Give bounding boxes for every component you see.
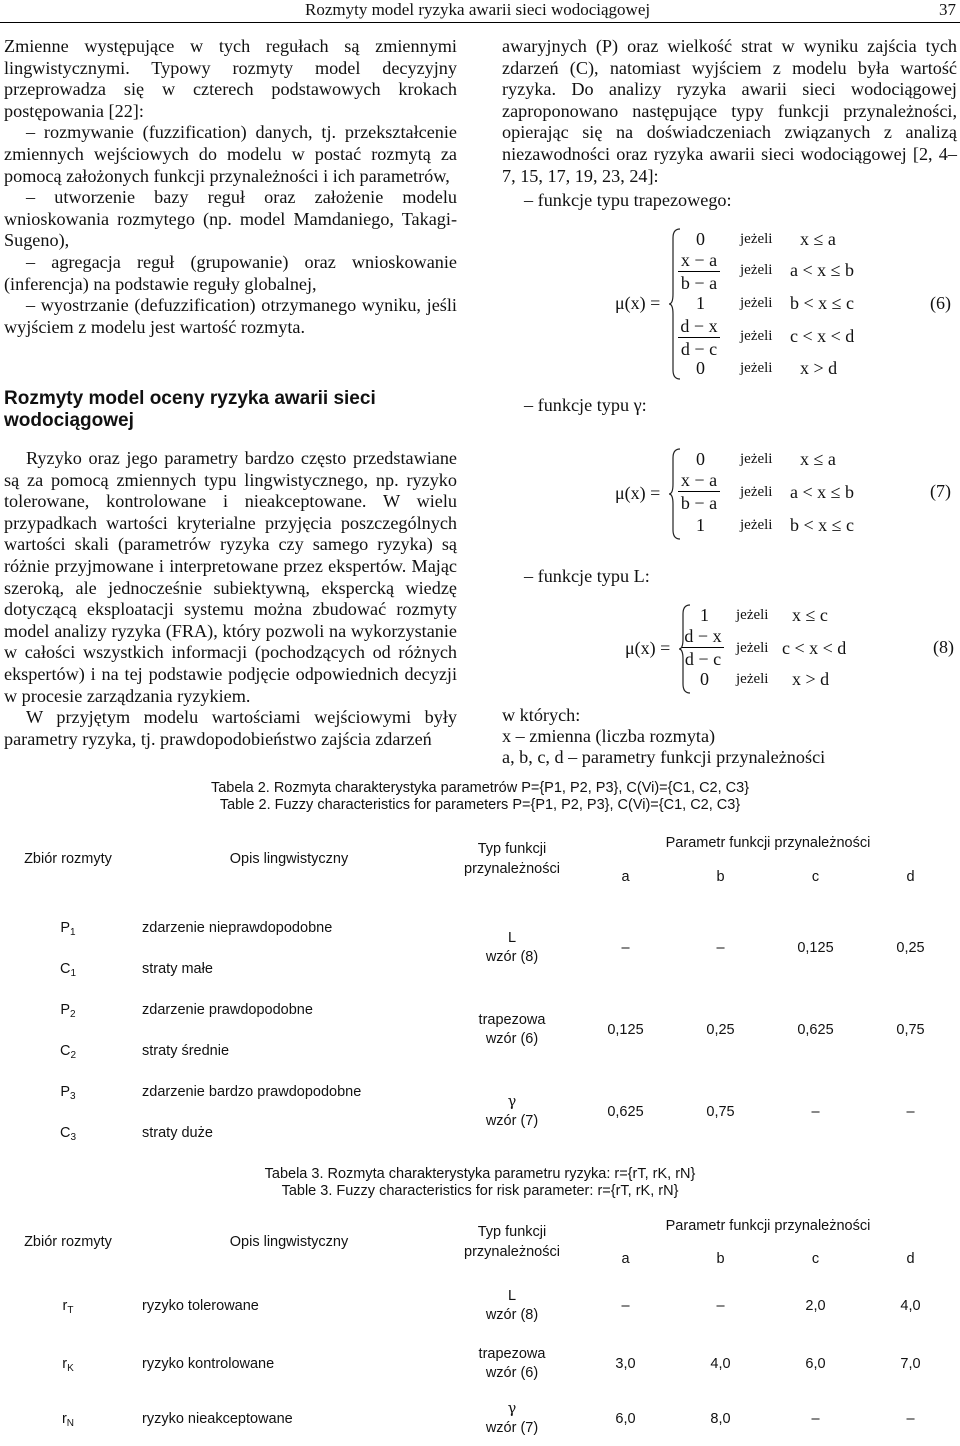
row-value: 1 <box>700 605 709 625</box>
page-number: 37 <box>939 0 956 19</box>
param-b: – <box>716 1297 725 1314</box>
header-set: Zbiór rozmyty <box>24 1233 112 1250</box>
table3-caption-en <box>0 1183 960 1200</box>
section-heading: Rozmyty model oceny ryzyka awarii sieci wodociągowej <box>4 388 376 431</box>
row-value: 1 <box>696 515 705 535</box>
type-name: trapezowa <box>478 1345 546 1362</box>
header-set: Zbiór rozmyty <box>24 850 112 867</box>
jezeli-label: jeżeli <box>740 295 773 311</box>
numerator: x − a <box>680 250 718 270</box>
table-row <box>4 907 958 989</box>
header-b: b <box>716 869 725 885</box>
denominator: b − a <box>680 273 718 293</box>
header-c: c <box>811 869 820 885</box>
header-param: Parametr funkcji przynależności <box>665 1217 871 1234</box>
set-label: $r_N$ <box>61 1410 75 1429</box>
equation-number: (8) <box>933 637 954 657</box>
fraction-bar <box>678 491 720 492</box>
jezeli-label: jeżeli <box>736 640 769 656</box>
fraction <box>678 316 720 359</box>
definition-params: a, b, c, d – parametry funkcji przynależności <box>502 747 826 767</box>
table-row <box>4 1071 958 1153</box>
param-c: 6,0 <box>805 1355 826 1372</box>
row-condition: c < x < d <box>782 638 847 658</box>
param-a: 6,0 <box>615 1410 636 1427</box>
mu-lhs: μ(x) = <box>615 483 661 503</box>
set-label: $r_K$ <box>62 1355 74 1374</box>
header-type: Typ funkcji przynależności <box>464 1223 560 1260</box>
row-condition: c < x < d <box>790 326 855 346</box>
param-d: – <box>906 1410 915 1427</box>
param-b: 4,0 <box>710 1355 731 1372</box>
type-name: trapezowa <box>478 1012 546 1028</box>
param-a: 0,125 <box>607 1022 644 1038</box>
set-label: $r_T$ <box>62 1297 74 1316</box>
paragraph: W przyjętym modelu wartościami wejściowymi były parametry ryzyka, tj. prawdopodobieństwo zajścia zdarzeń <box>4 707 457 749</box>
desc-text: zdarzenie bardzo prawdopodobne <box>142 1083 362 1100</box>
type-formula: wzór (7) <box>485 1113 539 1129</box>
caption-text: Table 2. Fuzzy characteristics for parameters P={P1, P2, P3}, C(Vi)={C1, C2, C3} <box>219 797 741 813</box>
right-column <box>502 36 957 187</box>
header-a: a <box>621 1251 630 1267</box>
left-column <box>4 36 457 338</box>
row-value: 0 <box>700 669 709 689</box>
paragraph: Zmienne występujące w tych regułach są zmiennymi lingwistycznymi. Typowy rozmyty model decyzyjny przeprowadza się w czterech podstawowych krokach postępowania [22]: <box>4 36 457 121</box>
paragraph: awaryjnych (P) oraz wielkość strat w wyniku zajścia tych zdarzeń (C), natomiast wyjściem z modelu była wartość ryzyka. Do analizy ryzyka awarii sieci wodociągowej zaproponowano następujące typy funkcji przynależności, opierając się na doświadczeniach związanych z analizą niezawodności oraz ryzyka awarii sieci wodociągowej [2, 4–7, 15, 17, 19, 23, 24]: <box>502 36 957 186</box>
equation-number: (6) <box>930 293 951 313</box>
param-c: 0,125 <box>797 940 834 956</box>
type-cell <box>446 907 578 989</box>
jezeli-label: jeżeli <box>740 262 773 278</box>
jezeli-label: jeżeli <box>736 671 769 687</box>
jezeli-label: jeżeli <box>740 328 773 344</box>
type-name: γ <box>507 1094 517 1110</box>
row-condition: b < x ≤ c <box>790 515 855 535</box>
type-cell <box>446 1336 578 1391</box>
type-formula: wzór (8) <box>485 949 539 965</box>
header-type: Typ funkcji przynależności <box>464 840 560 877</box>
table2-caption-en <box>0 797 960 814</box>
table-row <box>4 1336 958 1391</box>
definition-x: x – zmienna (liczba rozmyta) <box>502 726 716 746</box>
desc-text: zdarzenie prawdopodobne <box>142 1001 313 1018</box>
desc-text: straty duże <box>142 1124 213 1141</box>
param-c: – <box>811 1410 820 1427</box>
param-c: 0,625 <box>797 1022 834 1038</box>
header-rule <box>0 22 960 23</box>
param-c: 2,0 <box>805 1297 826 1314</box>
param-a: 0,625 <box>607 1104 644 1120</box>
set-label: $P_2$ <box>60 1001 76 1020</box>
row-condition: x ≤ a <box>800 449 836 469</box>
set-label: $C_1$ <box>59 960 77 979</box>
param-a: – <box>621 1297 630 1314</box>
set-label: $C_2$ <box>59 1042 77 1061</box>
table-row <box>4 1391 958 1446</box>
param-a: – <box>621 940 630 956</box>
list-item: – agregacja reguł (grupowanie) oraz wnioskowanie (inferencja) na podstawie reguły globalnej, <box>4 251 457 294</box>
caption-text: Tabela 2. Rozmyta charakterystyka parametrów P={P1, P2, P3}, C(Vi)={C1, C2, C3} <box>210 780 750 796</box>
type-cell <box>446 1391 578 1446</box>
header-desc: Opis lingwistyczny <box>229 850 349 867</box>
mu-lhs: μ(x) = <box>615 293 661 313</box>
set-label: $C_3$ <box>59 1124 77 1143</box>
set-label: $P_1$ <box>60 919 76 938</box>
left-column-2 <box>4 448 457 750</box>
label-trapezoid: – funkcje typu trapezowego: <box>524 190 732 210</box>
label-L: – funkcje typu L: <box>524 566 650 586</box>
param-b: 8,0 <box>710 1410 731 1427</box>
row-value: 1 <box>696 293 705 313</box>
table2-caption-pl <box>0 780 960 797</box>
header-desc: Opis lingwistyczny <box>229 1233 349 1250</box>
table2 <box>4 824 958 1153</box>
param-b: 0,75 <box>706 1104 735 1120</box>
param-d: 0,25 <box>896 940 925 956</box>
row-condition: x ≤ a <box>800 229 836 249</box>
row-condition: x > d <box>800 358 838 378</box>
running-title: Rozmyty model ryzyka awarii sieci wodociągowej <box>305 0 651 19</box>
jezeli-label: jeżeli <box>740 484 773 500</box>
fraction-bar <box>682 647 724 648</box>
denominator: d − c <box>680 339 718 359</box>
param-d: 4,0 <box>900 1297 921 1314</box>
param-d: – <box>906 1104 915 1120</box>
type-formula: wzór (8) <box>485 1306 539 1323</box>
caption-text: Table 3. Fuzzy characteristics for risk parameter: r={rT, rK, rN} <box>281 1183 679 1199</box>
table-row <box>4 1275 958 1336</box>
set-label: $P_3$ <box>60 1083 76 1102</box>
where-label: w których: <box>502 705 581 725</box>
fraction <box>678 250 720 293</box>
numerator: d − x <box>684 626 722 646</box>
param-b: – <box>716 940 725 956</box>
fraction <box>682 626 724 669</box>
row-condition: x ≤ c <box>792 605 828 625</box>
header-d: d <box>906 869 915 885</box>
type-formula: wzór (6) <box>485 1031 539 1047</box>
fraction-bar <box>678 337 720 338</box>
row-value: 0 <box>696 229 705 249</box>
jezeli-label: jeżeli <box>740 360 773 376</box>
page-header <box>0 0 960 22</box>
jezeli-label: jeżeli <box>740 451 773 467</box>
row-condition: a < x ≤ b <box>790 482 855 502</box>
header-param: Parametr funkcji przynależności <box>665 834 871 851</box>
type-cell <box>446 1071 578 1153</box>
type-name: L <box>507 1287 517 1304</box>
param-a: 3,0 <box>615 1355 636 1372</box>
list-item: – wyostrzanie (defuzzification) otrzymanego wyniku, jeśli wyjściem z modelu jest wartość rozmyta. <box>4 295 457 337</box>
desc-text: straty małe <box>142 960 213 977</box>
jezeli-label: jeżeli <box>740 517 773 533</box>
list-item: – rozmywanie (fuzzification) danych, tj. przekształcenie zmiennych wejściowych do modelu w postać rozmytą za pomocą założonych funkcji przynależności i ich parametrów, <box>4 122 457 186</box>
type-name: γ <box>507 1400 517 1417</box>
numerator: d − x <box>680 316 718 336</box>
header-c: c <box>811 1251 820 1267</box>
row-condition: b < x ≤ c <box>790 293 855 313</box>
desc-text: zdarzenie nieprawdopodobne <box>142 919 333 936</box>
equation-number: (7) <box>930 481 951 501</box>
desc-text: ryzyko nieakceptowane <box>142 1410 293 1427</box>
param-d: 0,75 <box>896 1022 925 1038</box>
header-b: b <box>716 1251 725 1267</box>
desc-text: ryzyko tolerowane <box>142 1297 259 1314</box>
param-b: 0,25 <box>706 1022 735 1038</box>
type-cell <box>446 989 578 1071</box>
row-value: 0 <box>696 449 705 469</box>
param-c: – <box>811 1104 820 1120</box>
numerator: x − a <box>680 470 718 490</box>
jezeli-label: jeżeli <box>736 607 769 623</box>
desc-text: ryzyko kontrolowane <box>142 1355 275 1372</box>
list-item: – utworzenie bazy reguł oraz założenie modelu wnioskowania rozmytego (np. model Mamdaniego, Takagi-Sugeno), <box>4 187 457 251</box>
denominator: b − a <box>680 493 718 513</box>
desc-text: straty średnie <box>142 1042 230 1059</box>
type-formula: wzór (6) <box>485 1364 539 1381</box>
param-d: 7,0 <box>900 1355 921 1372</box>
jezeli-label: jeżeli <box>740 231 773 247</box>
type-cell <box>446 1275 578 1336</box>
table-row <box>4 989 958 1071</box>
paragraph: Ryzyko oraz jego parametry bardzo często przedstawiane są za pomocą zmiennych typu lingwistycznego, np. ryzyko tolerowane, kontrolowane i nieakceptowane. W wielu przypadkach wartości kryterialne przyjęcia poszczególnych wartości skali (parametrów ryzyka czy samego ryzyka) są różnie przyjmowane i interpretowane przez ekspertów. Mając szeroką, ale jednocześnie subiektywną, ekspercką wiedzę dotyczącą eksploatacji systemu można zbudować rozmyty model analizy ryzyka (FRA), który pozwoli na wykorzystanie w całości wszystkich informacji (pochodzących od różnych ekspertów) i na tej podstawie podjęcie odpowiednich decyzji w procesie zarządzania ryzykiem. <box>4 448 457 706</box>
table3 <box>4 1208 958 1446</box>
type-name: L <box>507 930 517 946</box>
caption-text: Tabela 3. Rozmyta charakterystyka parametru ryzyka: r={rT, rK, rN} <box>264 1166 696 1182</box>
fraction <box>678 470 720 513</box>
table3-caption-pl <box>0 1166 960 1183</box>
header-d: d <box>906 1251 915 1267</box>
fraction-bar <box>678 271 720 272</box>
header-a: a <box>621 869 630 885</box>
row-value: 0 <box>696 358 705 378</box>
row-condition: a < x ≤ b <box>790 260 855 280</box>
label-gamma: – funkcje typu γ: <box>524 395 647 415</box>
type-formula: wzór (7) <box>485 1419 539 1436</box>
row-condition: x > d <box>792 669 830 689</box>
mu-lhs: μ(x) = <box>625 638 671 658</box>
denominator: d − c <box>684 649 722 669</box>
